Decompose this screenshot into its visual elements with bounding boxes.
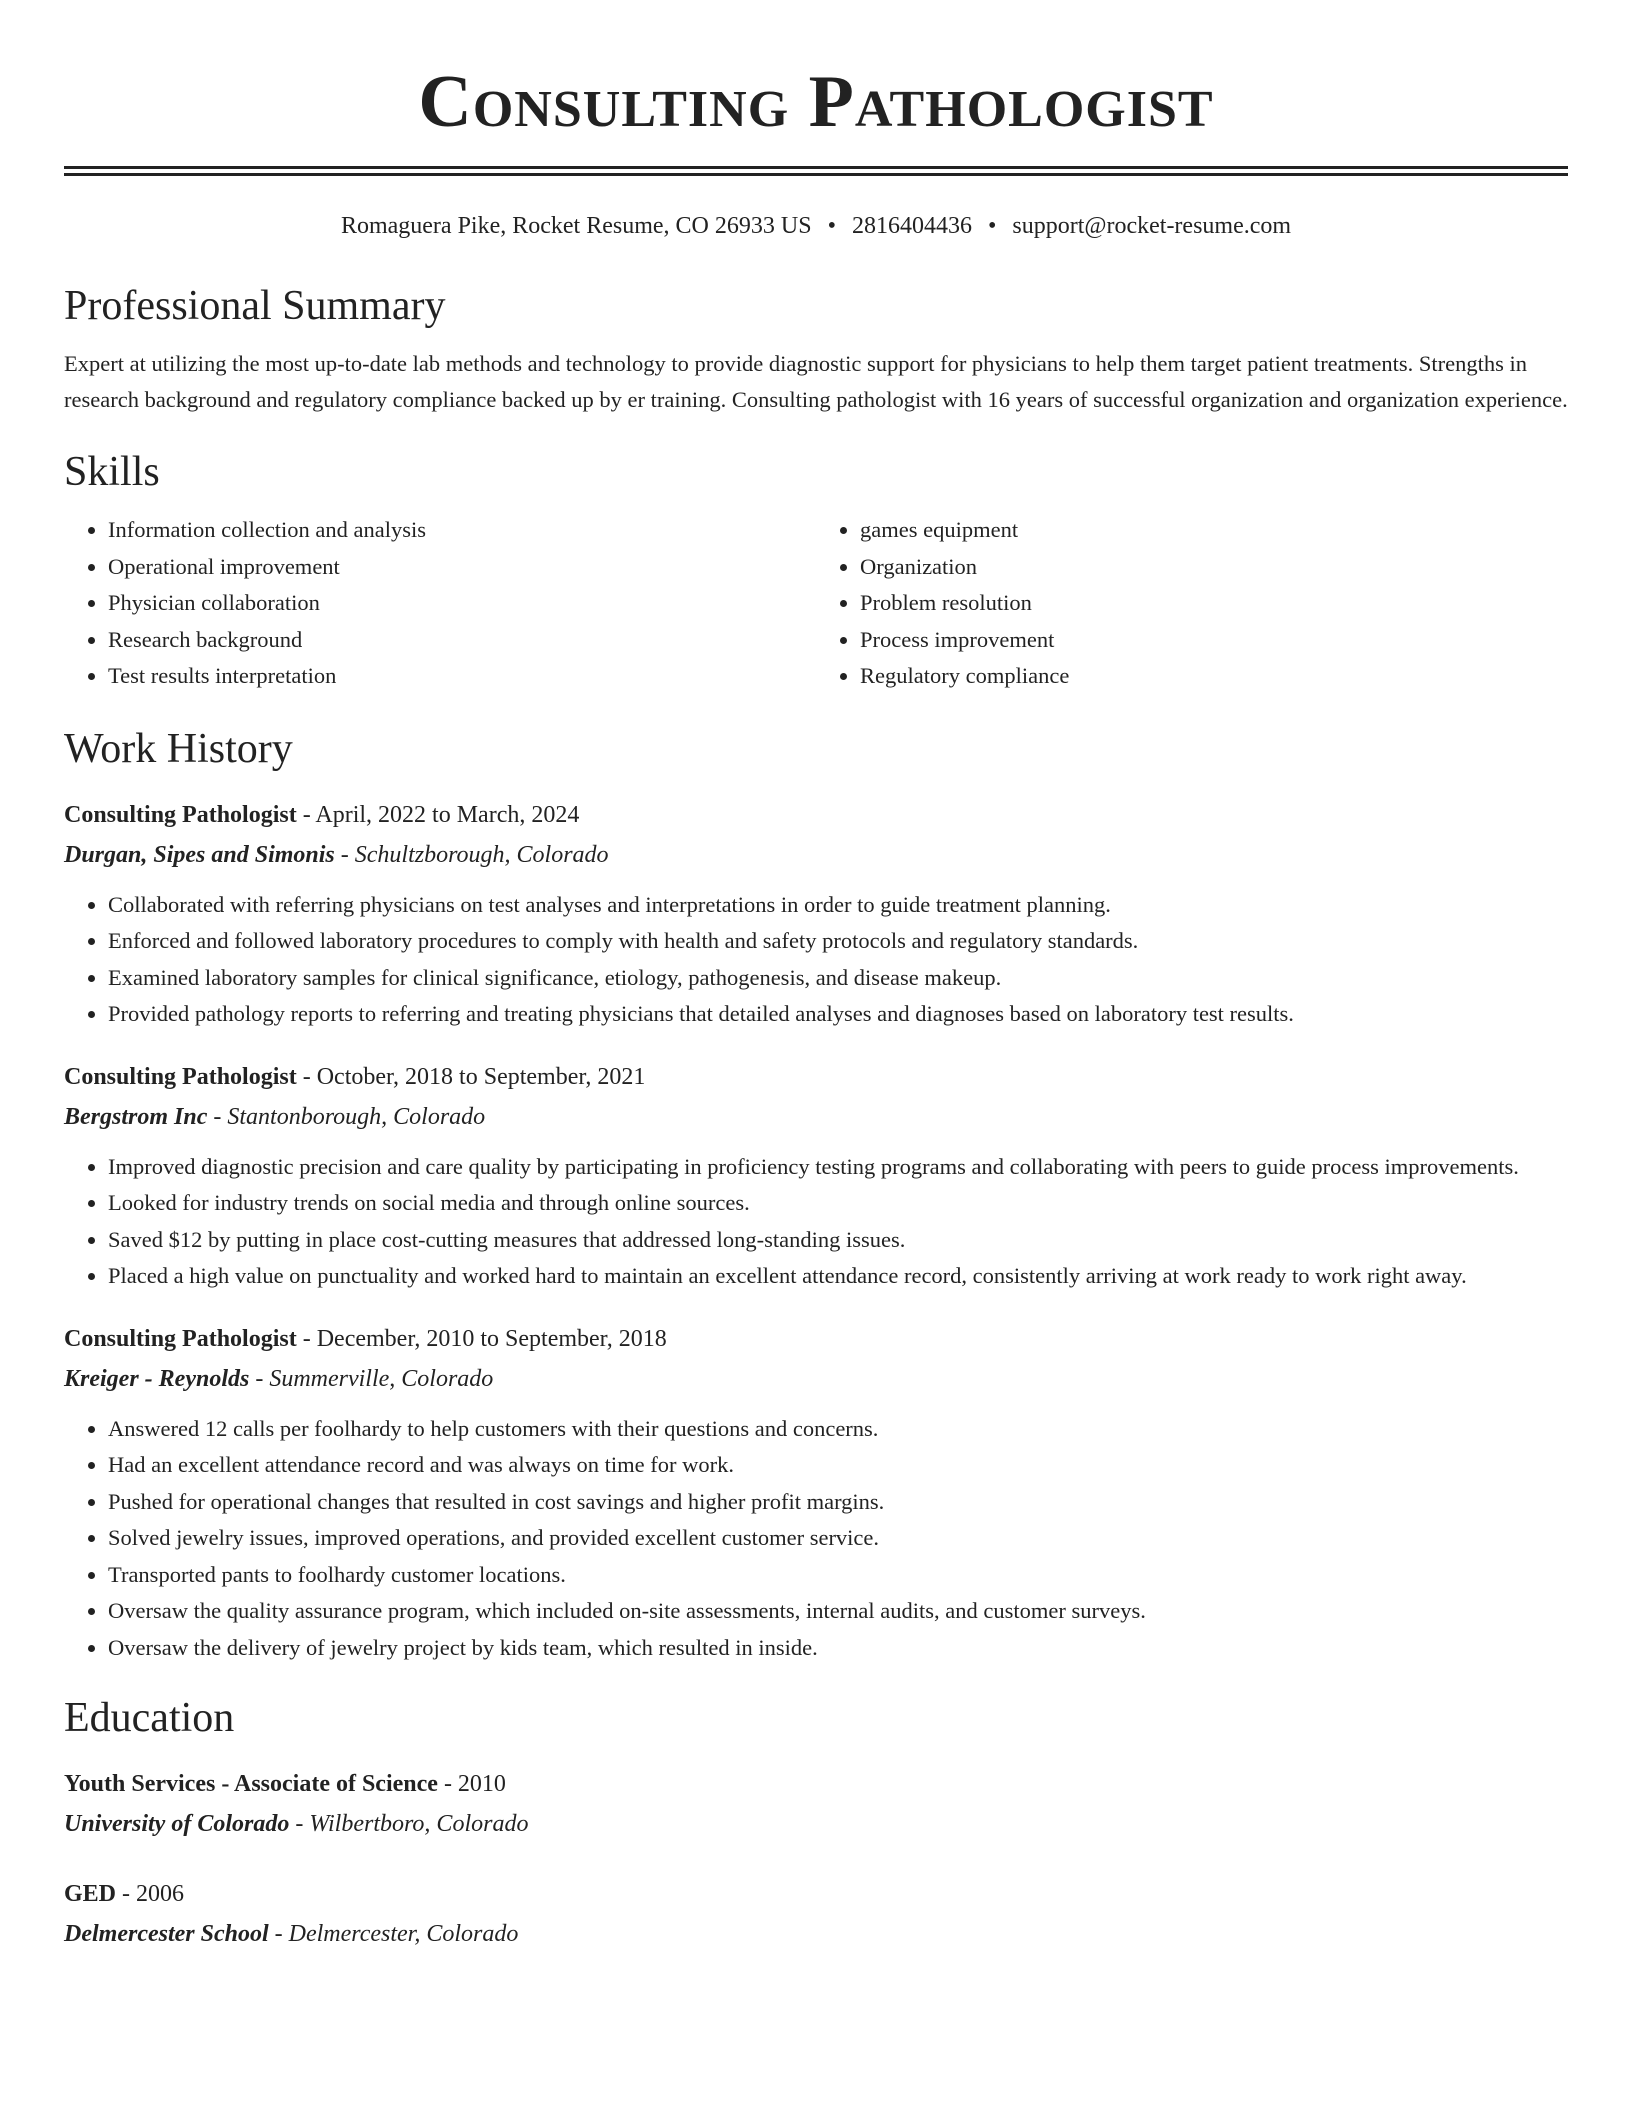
job-entry bbox=[64, 795, 1568, 1033]
job-dates: - December, 2010 to September, 2018 bbox=[296, 1325, 667, 1352]
job-entry bbox=[64, 1057, 1568, 1295]
job-bullet: • Answered 12 calls per foolhardy to help customers with their questions and concerns. bbox=[108, 1411, 1568, 1448]
job-bullet: • Examined laboratory samples for clinical significance, etiology, pathogenesis, and disease makeup. bbox=[108, 960, 1568, 997]
resume-page bbox=[64, 0, 1568, 1954]
skill-item: • games equipment bbox=[860, 512, 1568, 549]
job-bullets bbox=[64, 887, 1568, 1033]
job-role: Consulting Pathologist bbox=[64, 801, 297, 828]
summary-heading: Professional Summary bbox=[64, 283, 446, 329]
candidate-name: Consulting Pathologist bbox=[418, 61, 1214, 143]
job-bullet: • Placed a high value on punctuality and worked hard to maintain an excellent attendance record, consistently arriving at work ready to work right away. bbox=[108, 1258, 1568, 1295]
skills-heading: Skills bbox=[64, 449, 160, 495]
education-entry bbox=[64, 1764, 1568, 1844]
education-year: - 2006 bbox=[116, 1881, 185, 1907]
skill-item: • Problem resolution bbox=[860, 585, 1568, 622]
job-employer-line bbox=[64, 1097, 1568, 1137]
skill-item: • Research background bbox=[108, 622, 816, 659]
education-degree: GED bbox=[64, 1881, 117, 1907]
education-heading: Education bbox=[64, 1695, 235, 1741]
job-role: Consulting Pathologist bbox=[64, 1063, 297, 1090]
education-degree-line bbox=[64, 1874, 1568, 1914]
job-company: Bergstrom Inc bbox=[64, 1103, 208, 1130]
job-bullet: • Enforced and followed laboratory procedures to comply with health and safety protocols and regulatory standards. bbox=[108, 923, 1568, 960]
skill-item: • Physician collaboration bbox=[108, 585, 816, 622]
job-bullet: • Saved $12 by putting in place cost-cutting measures that addressed long-standing issues. bbox=[108, 1222, 1568, 1259]
contact-line bbox=[64, 210, 1568, 242]
skills-columns bbox=[64, 512, 1568, 695]
job-dates: - April, 2022 to March, 2024 bbox=[296, 801, 580, 828]
skills-left-list bbox=[64, 512, 816, 695]
job-company: Durgan, Sipes and Simonis bbox=[64, 841, 335, 868]
contact-address: Romaguera Pike, Rocket Resume, CO 26933 US bbox=[340, 213, 812, 239]
job-bullet: • Oversaw the quality assurance program, which included on-site assessments, internal audits, and customer surveys. bbox=[108, 1593, 1568, 1630]
job-company: Kreiger - Reynolds bbox=[64, 1365, 250, 1392]
contact-email: support@rocket-resume.com bbox=[1012, 213, 1292, 239]
education-entry bbox=[64, 1874, 1568, 1954]
job-bullet: • Had an excellent attendance record and was always on time for work. bbox=[108, 1447, 1568, 1484]
education-school-line bbox=[64, 1914, 1568, 1954]
education-school: University of Colorado bbox=[64, 1811, 290, 1837]
job-role: Consulting Pathologist bbox=[64, 1325, 297, 1352]
contact-separator: • bbox=[827, 213, 836, 239]
education-school: Delmercester School bbox=[64, 1921, 269, 1947]
job-bullets bbox=[64, 1411, 1568, 1667]
job-location: - Summerville, Colorado bbox=[249, 1365, 494, 1392]
skills-right-list bbox=[816, 512, 1568, 695]
education-location: - Wilbertboro, Colorado bbox=[289, 1811, 529, 1837]
job-title-line bbox=[64, 795, 1568, 835]
job-title-line bbox=[64, 1319, 1568, 1359]
contact-separator: • bbox=[987, 213, 997, 239]
job-bullet: • Collaborated with referring physicians on test analyses and interpretations in order to guide treatment planning. bbox=[108, 887, 1568, 924]
job-location: - Stantonborough, Colorado bbox=[207, 1103, 486, 1130]
skill-item: • Regulatory compliance bbox=[860, 658, 1568, 695]
education-degree-line bbox=[64, 1764, 1568, 1804]
job-bullet: • Pushed for operational changes that resulted in cost savings and higher profit margins. bbox=[108, 1484, 1568, 1521]
job-bullet: • Looked for industry trends on social media and through online sources. bbox=[108, 1185, 1568, 1222]
skill-item: • Operational improvement bbox=[108, 549, 816, 586]
job-bullet: • Transported pants to foolhardy customer locations. bbox=[108, 1557, 1568, 1594]
skill-item: • Organization bbox=[860, 549, 1568, 586]
job-location: - Schultzborough, Colorado bbox=[334, 841, 609, 868]
job-bullet: • Oversaw the delivery of jewelry project by kids team, which resulted in inside. bbox=[108, 1630, 1568, 1667]
job-dates: - October, 2018 to September, 2021 bbox=[296, 1063, 646, 1090]
job-title-line bbox=[64, 1057, 1568, 1097]
job-entry bbox=[64, 1319, 1568, 1667]
summary-text: Expert at utilizing the most up-to-date lab methods and technology to provide diagnostic support for physicians to help them target patient treatments. Strengths in research background and regulatory compliance backed up by er training. Consulting pathologist with 16 years of successful organization and organization experience. bbox=[64, 351, 1568, 412]
education-year: - 2010 bbox=[437, 1771, 506, 1797]
skill-item: • Test results interpretation bbox=[108, 658, 816, 695]
education-degree: Youth Services - Associate of Science bbox=[64, 1771, 438, 1797]
job-bullets bbox=[64, 1149, 1568, 1295]
job-employer-line bbox=[64, 835, 1568, 875]
job-employer-line bbox=[64, 1359, 1568, 1399]
education-location: - Delmercester, Colorado bbox=[268, 1921, 519, 1947]
contact-phone: 2816404436 bbox=[851, 213, 972, 239]
skill-item: • Information collection and analysis bbox=[108, 512, 816, 549]
work-history-heading: Work History bbox=[64, 725, 293, 772]
education-school-line bbox=[64, 1804, 1568, 1844]
job-bullet: • Solved jewelry issues, improved operations, and provided excellent customer service. bbox=[108, 1520, 1568, 1557]
job-bullet: • Improved diagnostic precision and care quality by participating in proficiency testing programs and collaborating with peers to guide process improvements. bbox=[108, 1149, 1568, 1186]
header-double-rule bbox=[64, 166, 1568, 176]
job-bullet: • Provided pathology reports to referring and treating physicians that detailed analyses and diagnoses based on laboratory test results. bbox=[108, 996, 1568, 1033]
skill-item: • Process improvement bbox=[860, 622, 1568, 659]
